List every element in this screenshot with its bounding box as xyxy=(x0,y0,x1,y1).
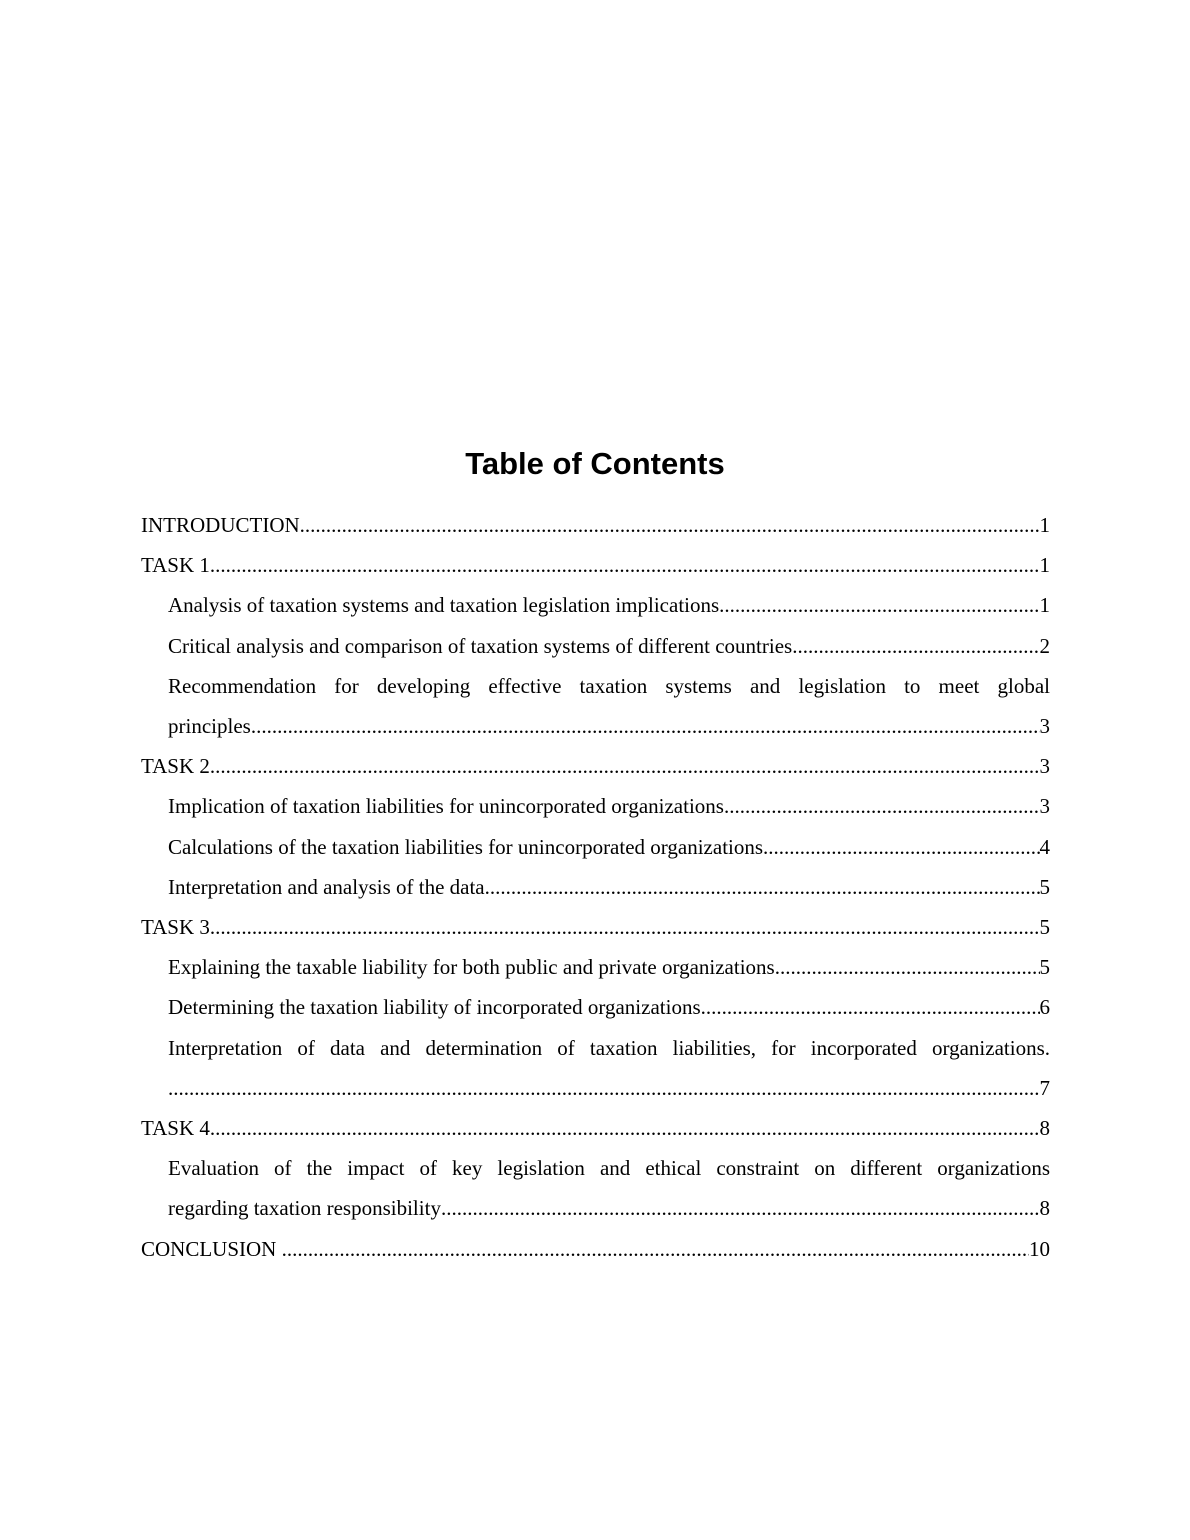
toc-entry-label: Interpretation of data and determination of taxation liabilities, for incorporated organizations. xyxy=(168,1035,1050,1060)
toc-entry-task-4-evaluation[interactable] xyxy=(141,1148,1050,1228)
dot-leader xyxy=(485,867,1040,907)
dot-leader xyxy=(210,545,1040,585)
dot-leader xyxy=(719,585,1039,625)
toc-page-number: 3 xyxy=(1039,754,1050,779)
toc-entry-task-2-calculations[interactable] xyxy=(141,827,1050,867)
toc-entry-label: Implication of taxation liabilities for unincorporated organizations xyxy=(168,794,724,819)
toc-entry-label: Analysis of taxation systems and taxation legislation implications xyxy=(168,593,720,618)
toc-entry-label-continued: regarding taxation responsibility xyxy=(168,1196,441,1221)
toc-page-number: 3 xyxy=(1039,714,1050,739)
dot-leader xyxy=(775,947,1040,987)
toc-entry-label: Interpretation and analysis of the data xyxy=(168,874,485,899)
toc-page-number: 1 xyxy=(1039,513,1050,537)
toc-page-number: 3 xyxy=(1039,794,1050,819)
toc-entry-task-2[interactable] xyxy=(141,746,1050,786)
toc-entry-label: INTRODUCTION xyxy=(141,513,300,537)
toc-entry-label: Explaining the taxable liability for both public and private organizations xyxy=(168,955,775,980)
toc-page-number: 8 xyxy=(1039,1196,1050,1221)
toc-entry-label: Recommendation for developing effective taxation systems and legislation to meet global xyxy=(168,673,1050,698)
toc-page-number: 10 xyxy=(1029,1236,1050,1261)
toc-entry-label: CONCLUSION xyxy=(141,1236,282,1261)
toc-entry-task-3-interpretation[interactable] xyxy=(141,1028,1050,1108)
toc-entry-task-3[interactable] xyxy=(141,907,1050,947)
toc-entry-label: TASK 1 xyxy=(141,553,210,578)
dot-leader xyxy=(300,505,1040,545)
dot-leader xyxy=(792,626,1039,666)
toc-entry-label: TASK 4 xyxy=(141,1116,210,1141)
toc-page-number: 1 xyxy=(1039,553,1050,578)
dot-leader xyxy=(763,827,1039,867)
toc-entry-task-3-determining[interactable] xyxy=(141,987,1050,1027)
toc-page-number: 8 xyxy=(1039,1116,1050,1141)
dot-leader xyxy=(251,706,1040,746)
toc-entry-label: Evaluation of the impact of key legislation and ethical constraint on different organizations xyxy=(168,1156,1050,1181)
table-of-contents xyxy=(141,505,1050,1269)
dot-leader xyxy=(724,786,1040,826)
toc-page-number: 5 xyxy=(1039,874,1050,899)
toc-page-number: 5 xyxy=(1039,915,1050,940)
toc-entry-conclusion[interactable] xyxy=(141,1229,1050,1269)
toc-entry-task-1-analysis[interactable] xyxy=(141,585,1050,625)
toc-page-number: 5 xyxy=(1039,955,1050,980)
toc-entry-task-2-implication[interactable] xyxy=(141,786,1050,826)
toc-page-number: 1 xyxy=(1039,593,1050,618)
toc-entry-task-3-explaining[interactable] xyxy=(141,947,1050,987)
toc-entry-task-1[interactable] xyxy=(141,545,1050,585)
toc-entry-task-1-recommendation[interactable] xyxy=(141,666,1050,746)
toc-entry-task-2-interpretation[interactable] xyxy=(141,867,1050,907)
toc-page-number: 2 xyxy=(1039,633,1050,658)
toc-entry-task-1-comparison[interactable] xyxy=(141,626,1050,666)
toc-entry-label: TASK 2 xyxy=(141,754,210,779)
toc-entry-label: Determining the taxation liability of incorporated organizations xyxy=(168,995,701,1020)
dot-leader xyxy=(210,746,1040,786)
toc-entry-label: TASK 3 xyxy=(141,915,210,940)
toc-page-number: 6 xyxy=(1039,995,1050,1020)
toc-entry-label-continued: principles xyxy=(168,714,251,739)
dot-leader xyxy=(210,1108,1040,1148)
toc-page-number: 4 xyxy=(1039,834,1050,859)
toc-entry-task-4[interactable] xyxy=(141,1108,1050,1148)
toc-entry-introduction[interactable] xyxy=(141,505,1050,545)
toc-entry-label: Calculations of the taxation liabilities for unincorporated organizations xyxy=(168,834,764,859)
page-title: Table of Contents xyxy=(465,446,725,481)
dot-leader xyxy=(701,987,1040,1027)
dot-leader xyxy=(282,1229,1029,1269)
dot-leader xyxy=(441,1188,1040,1228)
toc-page-number: 7 xyxy=(1039,1075,1050,1100)
dot-leader xyxy=(210,907,1040,947)
dot-leader xyxy=(168,1068,1040,1108)
toc-entry-label: Critical analysis and comparison of taxation systems of different countries xyxy=(168,633,793,658)
